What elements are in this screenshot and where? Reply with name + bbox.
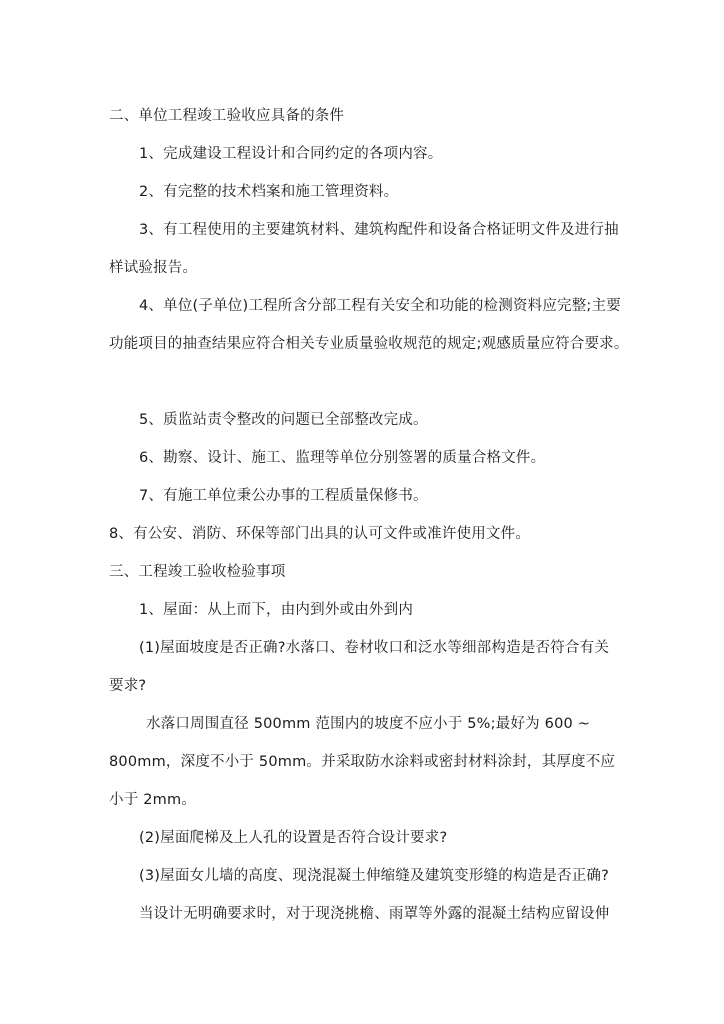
paragraph-line: 水落口周围直径 500mm 范围内的坡度不应小于 5%;最好为 600 ~ [146, 716, 591, 732]
paragraph-line: 2、有完整的技术档案和施工管理资料。 [139, 184, 399, 200]
paragraph-line: 8、有公安、消防、环保等部门出具的认可文件或准许使用文件。 [109, 526, 531, 542]
paragraph-line: 6、勘察、设计、施工、监理等单位分别签署的质量合格文件。 [139, 450, 546, 466]
paragraph-line: (3)屋面女儿墙的高度、现浇混凝土伸缩缝及建筑变形缝的构造是否正确? [139, 868, 610, 884]
paragraph-line: 要求? [109, 678, 147, 694]
paragraph-line: 小于 2mm。 [109, 792, 196, 808]
paragraph-line: 3、有工程使用的主要建筑材料、建筑构配件和设备合格证明文件及进行抽 [139, 222, 619, 238]
paragraph-line: 5、质监站责令整改的问题已全部整改完成。 [139, 412, 428, 428]
paragraph-line: 样试验报告。 [109, 260, 198, 276]
paragraph-line: 7、有施工单位秉公办事的工程质量保修书。 [139, 488, 428, 504]
paragraph-line: 4、单位(子单位)工程所含分部工程有关安全和功能的检测资料应完整;主要 [139, 298, 621, 314]
paragraph-line: 功能项目的抽查结果应符合相关专业质量验收规范的规定;观感质量应符合要求。 [109, 336, 629, 352]
paragraph-line: (2)屋面爬梯及上人孔的设置是否符合设计要求? [139, 830, 448, 846]
paragraph-line: 800mm，深度不小于 50mm。并采取防水涂料或密封材料涂封，其厚度不应 [109, 754, 616, 770]
section-heading: 二、单位工程竣工验收应具备的条件 [109, 108, 345, 124]
paragraph-line: 当设计无明确要求时，对于现浇挑檐、雨罩等外露的混凝土结构应留设伸 [139, 906, 610, 922]
section-heading: 三、工程竣工验收检验事项 [109, 564, 286, 580]
paragraph-line: (1)屋面坡度是否正确?水落口、卷材收口和泛水等细部构造是否符合有关 [139, 640, 610, 656]
paragraph-line: 1、屋面：从上而下，由内到外或由外到内 [139, 602, 414, 618]
paragraph-line: 1、完成建设工程设计和合同约定的各项内容。 [139, 146, 443, 162]
